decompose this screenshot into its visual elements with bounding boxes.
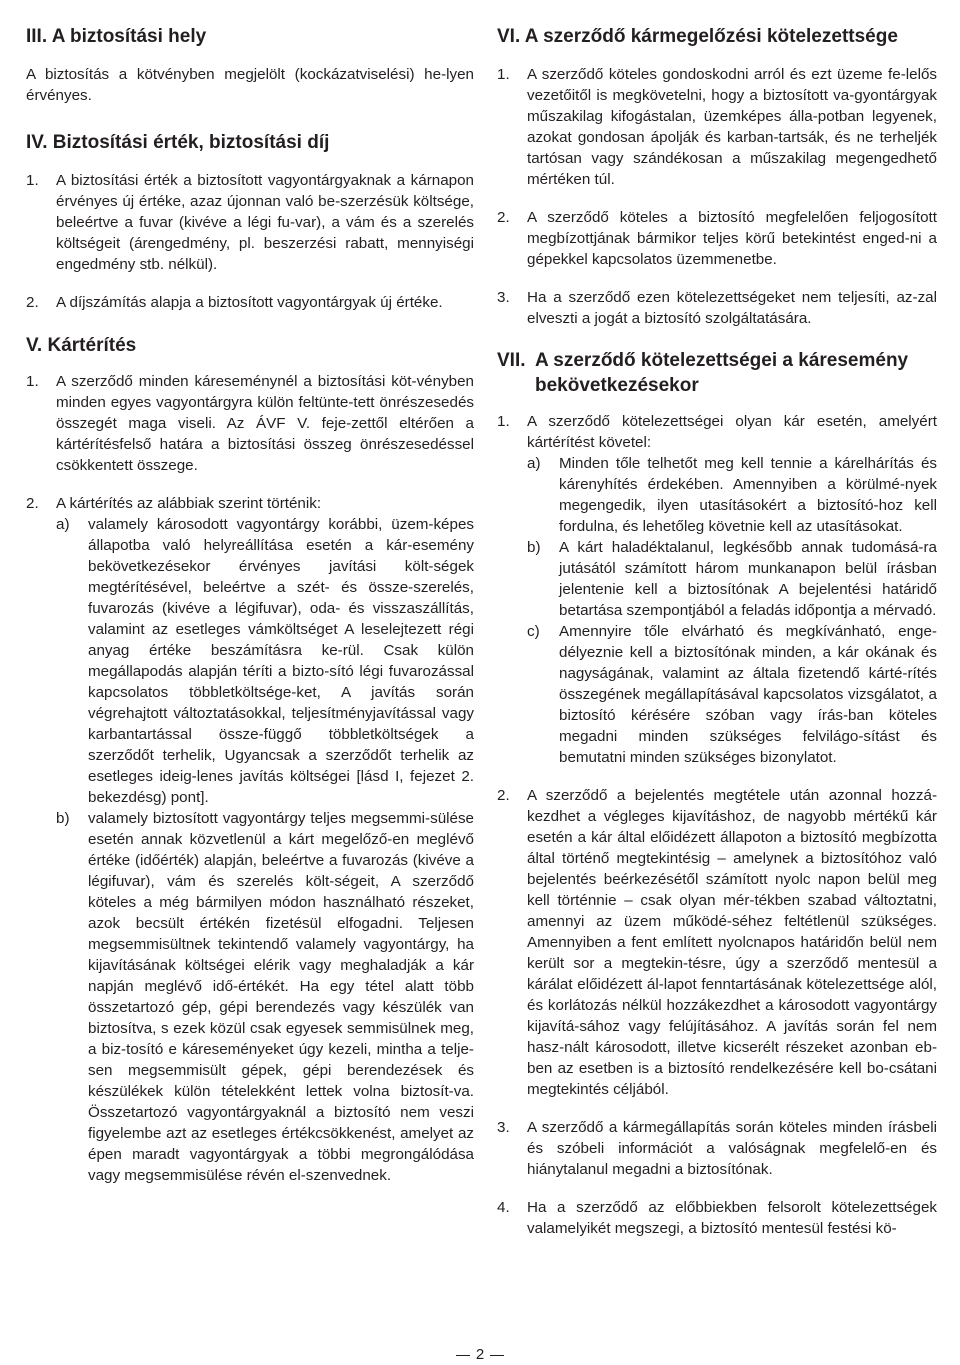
section-vi-item-2 bbox=[497, 207, 937, 270]
sub-item-c bbox=[527, 621, 937, 768]
section-title-v: V. Kártérítés bbox=[26, 335, 137, 356]
section-title-iv: IV. Biztosítási érték, biztosítási díj bbox=[26, 132, 330, 153]
item-text: Ha a szerződő az előbbiekben felsorolt kötelezettségek valamelyikét megszegi, a biztosító mentesül festési kö- bbox=[527, 1199, 937, 1237]
item-text: A kártérítés az alábbiak szerint történik: bbox=[56, 495, 322, 512]
item-text: A szerződő kötelezettségei olyan kár esetén, amelyért kártérítést követel: bbox=[527, 413, 937, 451]
section-iii-body: A biztosítás a kötvényben megjelölt (kockázatviselési) he-lyen érvényes. bbox=[26, 66, 474, 104]
item-text: A szerződő köteles gondoskodni arról és ezt üzeme fe-lelős vezetőitől is megkövetelni, hogy a biztosított va-gyontárgyak műszakilag kifogástalan, üzemképes álla-potban legyenek, azokat gondosan ápolják és karban-tartsák, és ne terheljék tartósan vagy szándékosan a műszakilag megengedhető mértéken túl. bbox=[527, 66, 937, 188]
sub-item-letter: b) bbox=[56, 810, 70, 827]
right-column bbox=[497, 24, 937, 1239]
item-number: 1. bbox=[497, 66, 510, 83]
item-number: 2. bbox=[26, 495, 39, 512]
sub-item-text: valamely károsodott vagyontárgy korábbi, üzem-képes állapotba való helyreállítása esetén a kár-esemény bekövetkezésekor érvényes javítási költ-ségek megtérítésével, beleértve a szét- és össze-szerelés, fuvarozás (kivéve a légifuvar), oda- és visszaszállítás, valamint az esetleges vámköltséget A leselejtezett régi anyag értéke beszámításra ke-rül. Csak külön megállapodás alapján téríti a bizto-sító légi fuvarozással kapcsolatos többletköltsége-ket, A javítás során végrehajtott változtatásokkal, teljesítményjavítással vagy karbantartással össze-függő többletköltségek a szerződőt terhelik, Ugyancsak a szerződőt terhelik az esetleges ideig-lenes javítás költségei [lásd I, fejezet 2. bekezdésg) pont]. bbox=[88, 516, 474, 806]
section-title-iii: III. A biztosítási hely bbox=[26, 26, 207, 47]
page-footer bbox=[0, 1345, 960, 1365]
sub-item-letter: c) bbox=[527, 623, 540, 640]
section-vii-item-1 bbox=[497, 411, 937, 768]
section-title-text: A szerződő kötelezettségei a káresemény bekövetkezésekor bbox=[535, 350, 909, 396]
sub-item-text: Amennyire tőle elvárható és megkívánható, enge-délyeznie kell a biztosítónak minden, a kár okának és nagyságának, valamint az általa fizetendő kárté-rítés összegének megállapításával kapcsolatos vizsgálatot, a biztosító kérésére szóban vagy írás-ban köteles megadni minden szükséges felvilágo-sítást és bemutatni minden szükséges bizonylatot. bbox=[559, 623, 937, 766]
item-number: 2. bbox=[497, 209, 510, 226]
item-text: A szerződő köteles a biztosító megfelelően feljogosított megbízottjának bármikor teljes körű betekintést enged-ni a gépekkel kapcsolatos üzemmenetbe. bbox=[527, 209, 937, 268]
section-vii-item-2 bbox=[497, 785, 937, 1100]
item-text: A szerződő a kármegállapítás során köteles minden írásbeli és szóbeli információt a valóságnak megfelelő-en és hiánytalanul megadni a biztosítónak. bbox=[527, 1119, 937, 1178]
item-number: 1. bbox=[497, 413, 510, 430]
section-iv-item-1 bbox=[26, 170, 474, 275]
section-number: VII. bbox=[497, 350, 526, 371]
sub-item-letter: a) bbox=[56, 516, 70, 533]
item-number: 2. bbox=[26, 294, 39, 311]
footer-dash-left bbox=[456, 1355, 470, 1356]
section-vi-item-3 bbox=[497, 287, 937, 329]
item-text: A szerződő a bejelentés megtétele után azonnal hozzá-kezdhet a végleges kijavításhoz, de nagyobb mértékű kár esetén a kár által előidézett állapoton a biztosító megbízotta által történő megtekintésig – amelynek a biztosítóhoz való bejelentés beérkezésétől számított nyolc napon belül meg kell történnie – csak olyan mér-tékben szabad változtatni, amennyi az üzem működé-séhez feltétlenül szükséges. Amennyiben a fent említett nyolcnapos határidőn belül nem került sor a megtekin-tésre, úgy a szerződő mentesül a kárálat előidézett ál-lapot fenntartásának kötelezettsége alól, és korlátozás nélkül hozzákezdhet a károsodott vagyontárgy kijavítá-sához vagy felújításához. A javítás során fel nem hasz-nált károsodott, illetve kicserélt részeket azonban eb-ben az esetben is a biztosító rendelkezésére kell bo-csátani megtekintés céljából. bbox=[527, 787, 937, 1098]
item-number: 4. bbox=[497, 1199, 510, 1216]
section-title-vii bbox=[497, 348, 937, 398]
section-v-item-2 bbox=[26, 493, 474, 1186]
section-title-vi: VI. A szerződő kármegelőzési kötelezettsége bbox=[497, 26, 898, 47]
section-vii-item-4 bbox=[497, 1197, 937, 1239]
item-number: 1. bbox=[26, 373, 39, 390]
section-vi-item-1 bbox=[497, 64, 937, 190]
item-text: A díjszámítás alapja a biztosított vagyontárgyak új értéke. bbox=[56, 294, 443, 311]
sub-item-text: Minden tőle telhetőt meg kell tennie a kárelhárítás és kárenyhítés érdekében. Amennyiben a körülmé-nyek megengedik, ilyen utasításokért a biztosító-hoz kell fordulna, és lehetőleg követnie kell az utasításokat. bbox=[559, 455, 937, 535]
item-number: 2. bbox=[497, 787, 510, 804]
section-v-item-1 bbox=[26, 371, 474, 476]
footer-dash-right bbox=[490, 1355, 504, 1356]
sub-item-b bbox=[527, 537, 937, 621]
section-iv-item-2 bbox=[26, 292, 474, 313]
item-text: Ha a szerződő ezen kötelezettségeket nem teljesíti, az-zal elveszti a jogát a biztosító szolgáltatására. bbox=[527, 289, 937, 327]
sub-item-text: A kárt haladéktalanul, legkésőbb annak tudomásá-ra jutásától számított három munkanapon belül írásban jelentenie kell a biztosítónak A bejelentési határidő betartása szempontjából a feladás időpontja a mérvadó. bbox=[559, 539, 937, 619]
page-number: 2 bbox=[475, 1346, 485, 1363]
section-vii-item-3 bbox=[497, 1117, 937, 1180]
item-number: 3. bbox=[497, 289, 510, 306]
sub-item-b bbox=[56, 808, 474, 1186]
sub-item-text: valamely biztosított vagyontárgy teljes megsemmi-sülése esetén annak közvetlenül a kárt megelőző-en meglévő értéke (időérték) alapján, beleértve a fuvarozás (kivéve a légifuvar), vám és szerelés költ-ségeit, A szerződő köteles a még bármilyen módon használható részeket, azok becsült értékén fizetésül elfogadni. Teljesen megsemmisültnek tekintendő valamely vagyontárgy, ha kijavításának költségei elérik vagy meghaladják a kár napján meglévő idő-értékét. Ha egy tétel alatt több összetartozó gép, gépi berendezés vagy készülék van biztosítva, s ezek közül csak egyesek semmisülnek meg, a biz-tosító e káreseményeket úgy kezeli, mintha a telje-sen megsemmisült gépek, gépi berendezések és készülékek külön tételekként lettek volna biztosít-va. Összetartozó vagyontárgyaknál a biztosító nem veszi figyelembe azt az esetleges értékcsökkenést, amelyet az épen maradt vagyontárgyak a többi megrongálódása vagy megsemmisülése révén el-szenvednek. bbox=[88, 810, 474, 1184]
sub-item-letter: b) bbox=[527, 539, 541, 556]
sub-item-a bbox=[527, 453, 937, 537]
item-text: A biztosítási érték a biztosított vagyontárgyaknak a kárnapon érvényes új értéke, azaz újonnan való be-szerzésük költsége, beleértve a fuvar (kivéve a légi fu-var), a vám és a szerelés költségeit (árengedmény, pl. beszerzési rabatt, mennyiségi engedmény stb. nélkül). bbox=[56, 172, 474, 273]
item-number: 1. bbox=[26, 172, 39, 189]
item-number: 3. bbox=[497, 1119, 510, 1136]
left-column bbox=[26, 24, 474, 1186]
sub-item-a bbox=[56, 514, 474, 808]
item-text: A szerződő minden káreseménynél a biztosítási köt-vényben minden egyes vagyontárgyra külön feltünte-tett önrészesedés összegét maga viseli. Az ÁVF V. feje-zettől eltérően a kártérítésfelső határa a biztosítási összeg önrészesedéssel csökkentett összege. bbox=[56, 373, 474, 474]
sub-item-letter: a) bbox=[527, 455, 541, 472]
